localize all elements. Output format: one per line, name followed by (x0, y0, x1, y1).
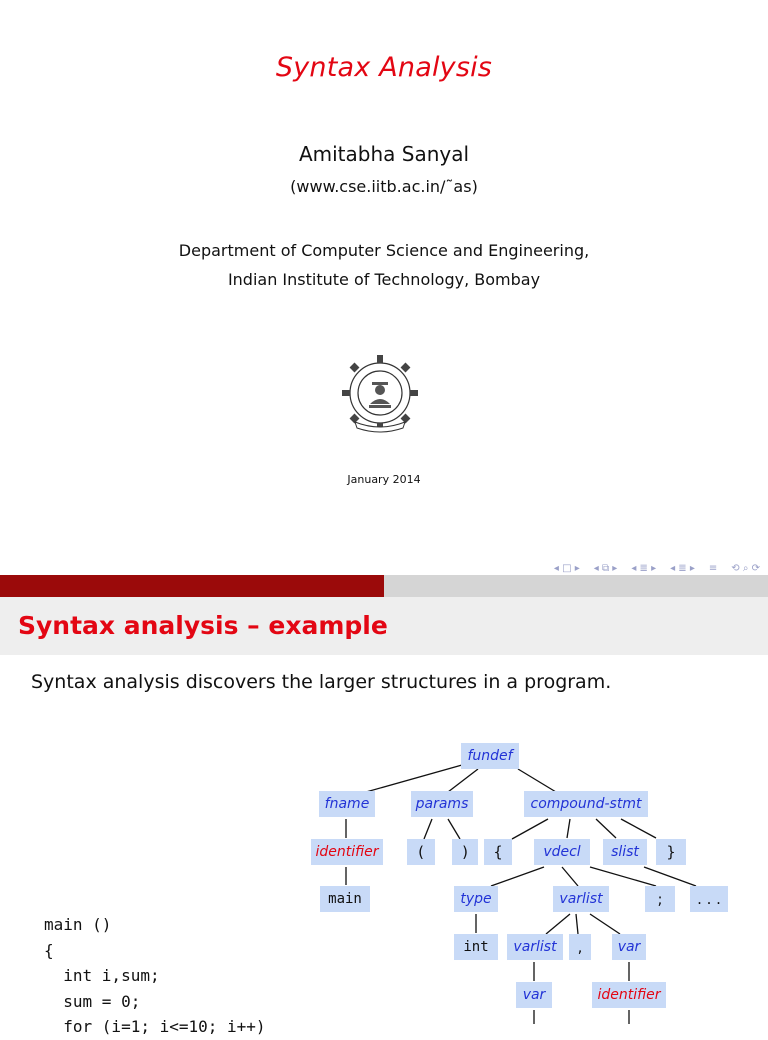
tree-node-lparen: ( (407, 839, 435, 865)
tree-node-varlist-inner: varlist (507, 934, 563, 960)
tree-node-fname: fname (319, 791, 375, 817)
tree-node-type: type (454, 886, 498, 912)
section-nav-icon[interactable]: ◂ ≣ ▸ (631, 562, 657, 574)
tree-node-var: var (612, 934, 646, 960)
tree-node-identifier-inner: identifier (592, 982, 666, 1008)
header-bar-right (384, 575, 768, 597)
code-line: sum = 0; (44, 991, 141, 1011)
tree-node-vdecl: vdecl (534, 839, 590, 865)
tree-node-ellipsis: . . . (690, 886, 728, 912)
iitb-emblem-icon (339, 352, 421, 434)
author-homepage: (www.cse.iitb.ac.in/˜as) (290, 177, 478, 196)
slide-title: Syntax Analysis (275, 52, 493, 83)
tree-node-rbrace: } (656, 839, 686, 865)
frame-title: Syntax analysis – example (18, 611, 388, 640)
document-nav-icon[interactable]: ◂ ≣ ▸ (670, 562, 695, 574)
frame-nav-icon[interactable]: ◂ □ ▸ (553, 562, 580, 574)
author-name: Amitabha Sanyal (298, 142, 470, 166)
tree-node-var-inner: var (516, 982, 552, 1008)
tree-node-rparen: ) (452, 839, 478, 865)
code-line: for (i=1; i<=10; i++) (44, 1017, 266, 1036)
intro-sentence: Syntax analysis discovers the larger structures in a program. (31, 671, 612, 693)
code-line: int i,sum; (44, 966, 160, 985)
institute-line: Indian Institute of Technology, Bombay (227, 270, 541, 289)
tree-node-compound-stmt: compound-stmt (524, 791, 648, 817)
tree-node-semicolon: ; (645, 886, 675, 912)
tree-node-int: int (454, 934, 498, 960)
tree-node-comma: , (569, 934, 591, 960)
tree-node-lbrace: { (484, 839, 512, 865)
tree-node-varlist: varlist (553, 886, 609, 912)
beamer-navigation[interactable] (554, 561, 760, 575)
subsection-nav-icon[interactable]: ◂ ⧉ ▸ (593, 562, 618, 574)
tree-node-identifier: identifier (311, 839, 383, 865)
tree-node-main: main (320, 886, 370, 912)
slide-date: January 2014 (347, 473, 421, 486)
search-nav-icon[interactable]: ⟲ ⌕ ⟳ (731, 562, 760, 574)
code-line: { (44, 940, 54, 960)
tree-node-slist: slist (603, 839, 647, 865)
code-line: main () (44, 915, 112, 934)
tree-node-fundef: fundef (461, 743, 519, 769)
toc-nav-icon[interactable]: ≡ (708, 562, 718, 574)
header-bar-left (0, 575, 384, 597)
department-line: Department of Computer Science and Engineering, (178, 241, 590, 260)
code-listing (44, 912, 266, 1040)
tree-node-params: params (411, 791, 473, 817)
